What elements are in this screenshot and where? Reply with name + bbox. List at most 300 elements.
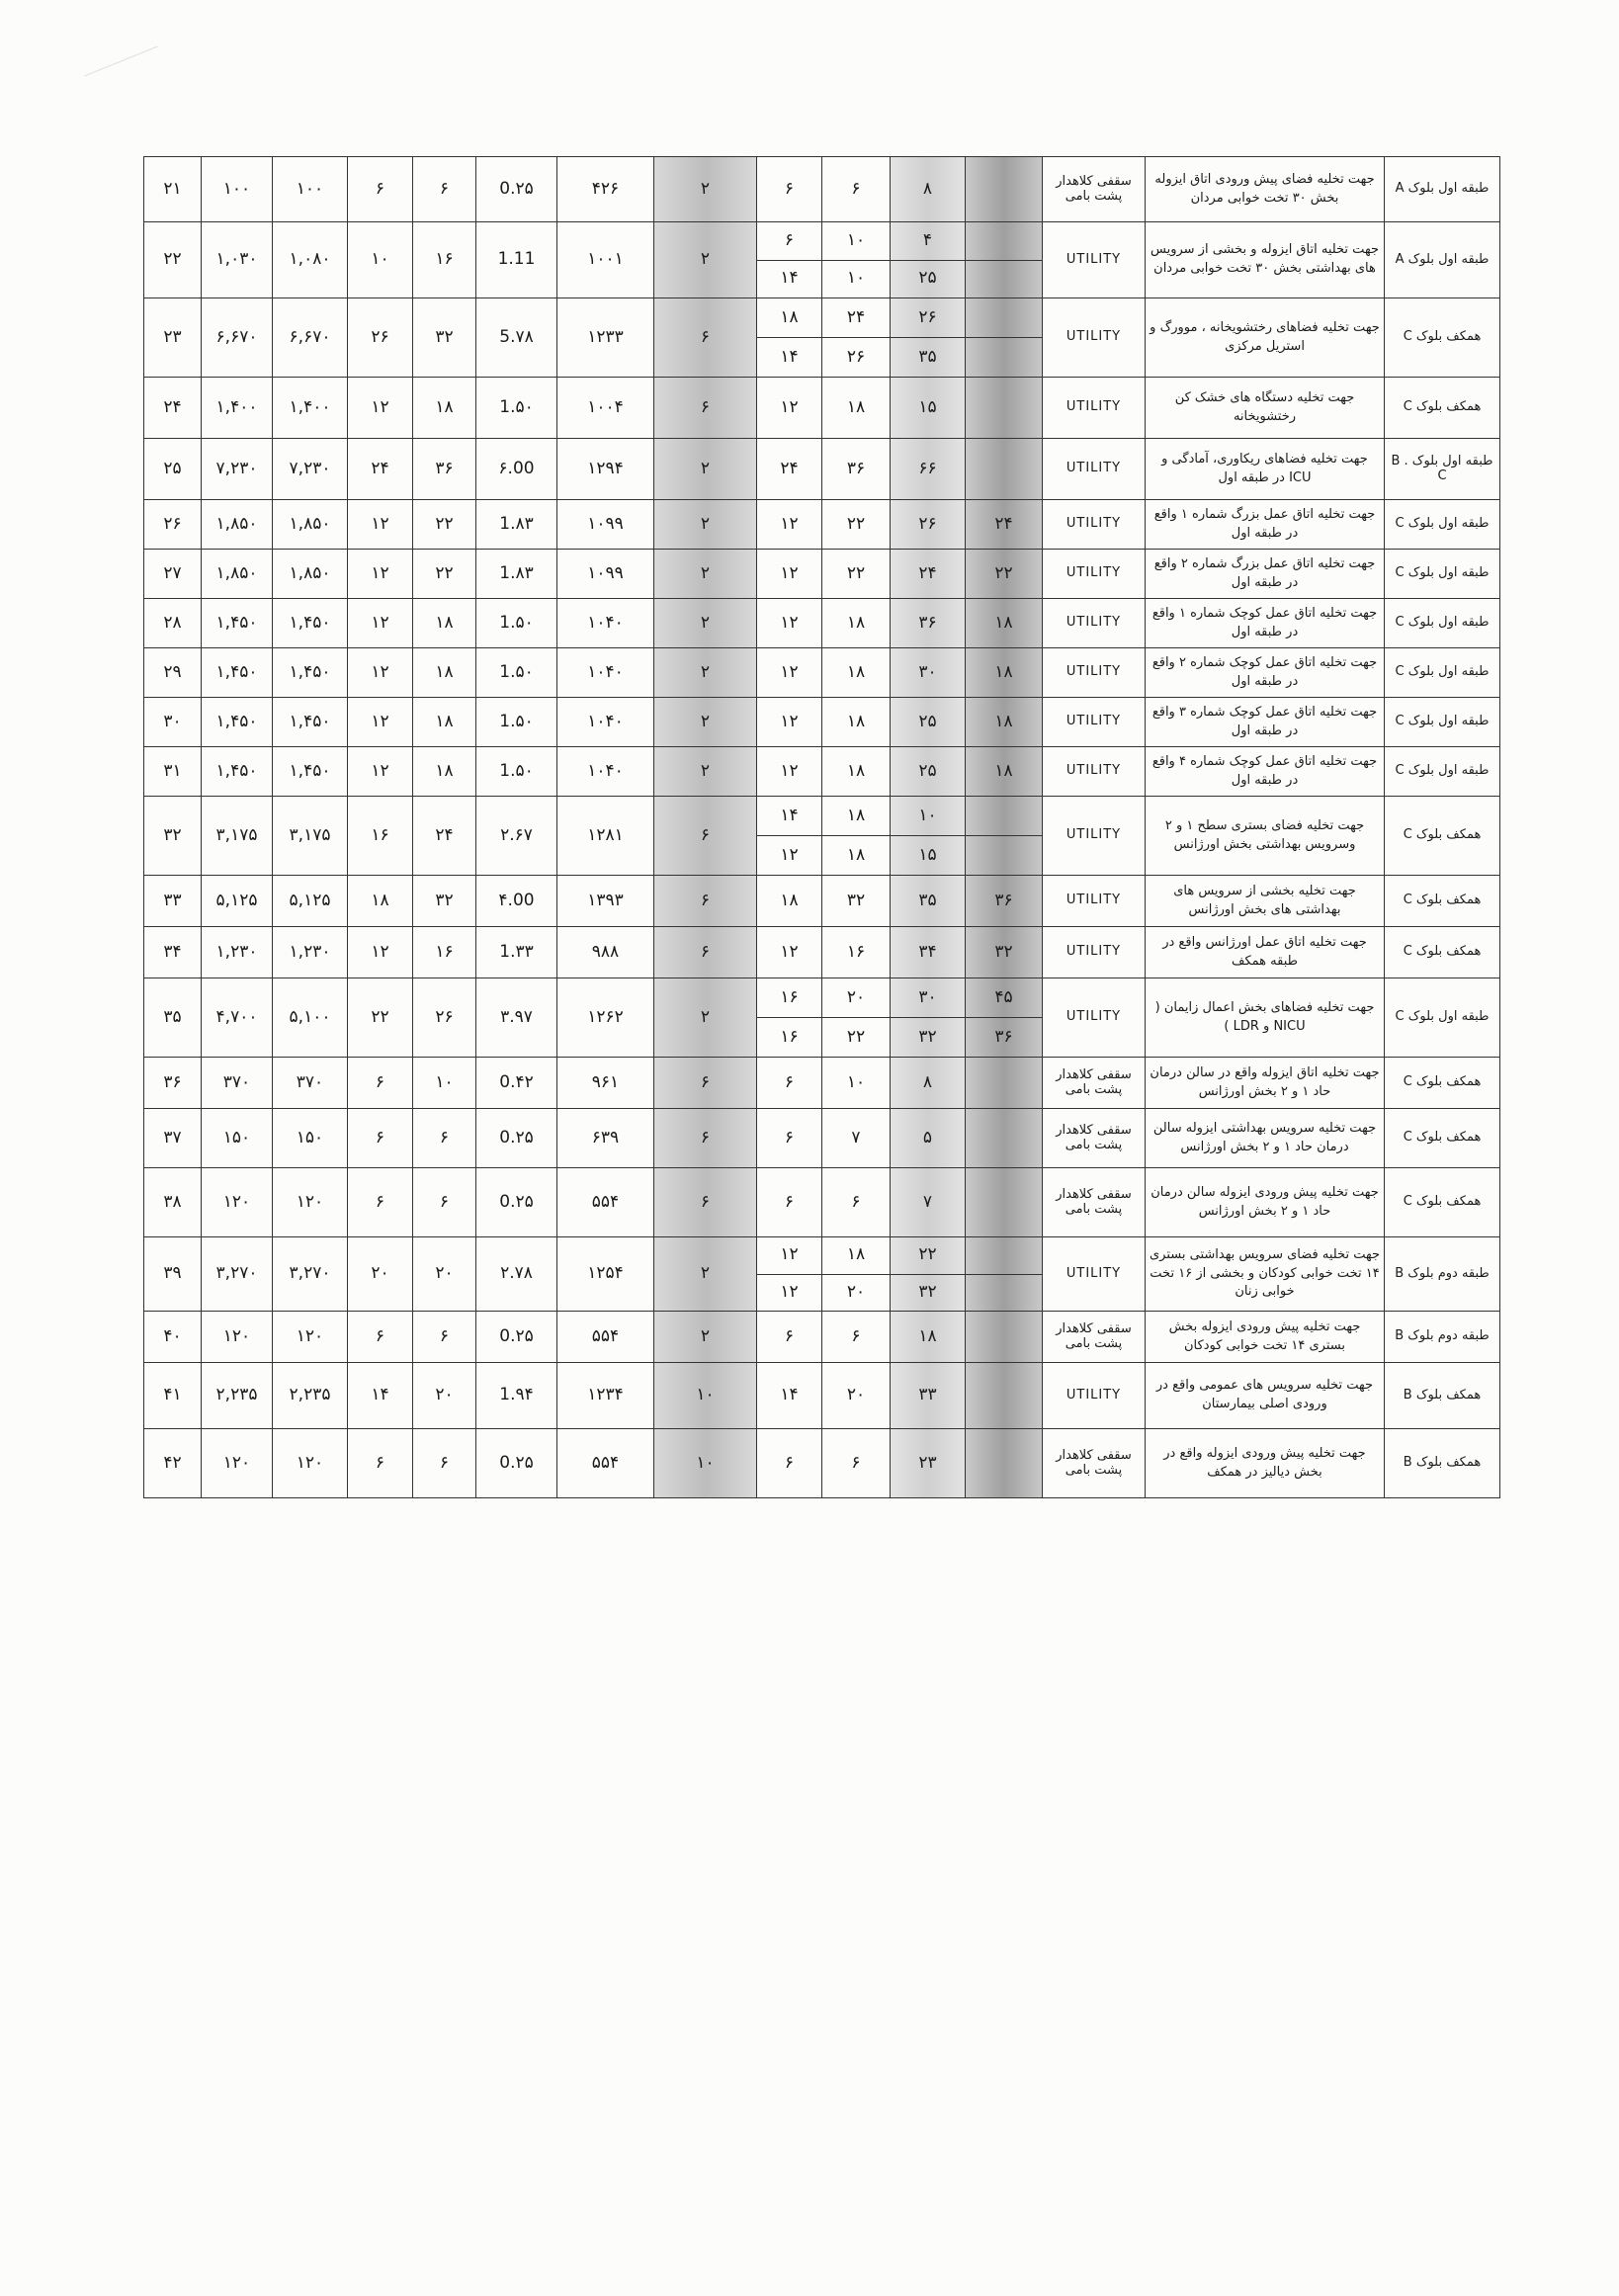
fan-type-cell: UTILITY — [1043, 378, 1146, 439]
sub-value-cell: ۱۶ — [757, 1018, 822, 1058]
sub-value-cell: ۱۰ — [822, 260, 891, 298]
sub-value-cell: ۲۲ — [822, 550, 891, 599]
value-cell: ۴,۷۰۰ — [202, 978, 273, 1058]
value-cell: ۱,۰۳۰ — [202, 222, 273, 298]
value-cell: 1.۵۰ — [476, 648, 557, 698]
value-cell: ۱۰۹۹ — [557, 500, 654, 550]
value-cell: ۶,۶۷۰ — [202, 298, 273, 378]
value-cell: ۲۶ — [348, 298, 413, 378]
sub-shaded-value-cell — [966, 1058, 1043, 1109]
sub-shaded-value-cell: ۳۶ — [966, 876, 1043, 927]
sub-shaded-value-cell: ۱۸ — [966, 648, 1043, 698]
sub-shaded-value-cell: ۵ — [891, 1109, 966, 1168]
shaded-value-cell: ۲ — [654, 978, 757, 1058]
value-cell: 0.۲۵ — [476, 1312, 557, 1363]
value-cell: ۱,۴۵۰ — [202, 648, 273, 698]
fan-type-cell: UTILITY — [1043, 648, 1146, 698]
sub-value-cell: ۱۰ — [822, 1058, 891, 1109]
shaded-value-cell: ۶ — [654, 876, 757, 927]
value-cell: ۱۲ — [348, 500, 413, 550]
row-number-cell: ۲۱ — [144, 157, 202, 222]
fan-type-cell: UTILITY — [1043, 698, 1146, 747]
table-row — [144, 1237, 1500, 1275]
value-cell: ۱۲۵۴ — [557, 1237, 654, 1312]
row-number-cell: ۳۵ — [144, 978, 202, 1058]
row-number-cell: ۳۹ — [144, 1237, 202, 1312]
row-number-cell: ۲۶ — [144, 500, 202, 550]
sub-value-cell: ۶ — [757, 222, 822, 261]
value-cell: ۱۰۴۰ — [557, 599, 654, 648]
sub-value-cell: ۱۴ — [757, 260, 822, 298]
sub-shaded-value-cell — [966, 797, 1043, 836]
location-cell: همکف بلوک B — [1385, 1429, 1500, 1498]
sub-shaded-value-cell: ۲۶ — [891, 500, 966, 550]
value-cell: ۱,۰۸۰ — [273, 222, 348, 298]
sub-shaded-value-cell: ۲۵ — [891, 747, 966, 797]
value-cell: ۶ — [348, 1109, 413, 1168]
value-cell: ۱,۸۵۰ — [202, 550, 273, 599]
shaded-value-cell: ۶ — [654, 1168, 757, 1237]
value-cell: ۱,۲۳۰ — [202, 927, 273, 978]
sub-shaded-value-cell: ۶۶ — [891, 439, 966, 500]
fan-type-cell: UTILITY — [1043, 1363, 1146, 1429]
value-cell: ۱۸ — [348, 876, 413, 927]
shaded-value-cell: ۲ — [654, 599, 757, 648]
sub-value-cell: ۱۸ — [822, 648, 891, 698]
value-cell: ۱۶ — [413, 222, 476, 298]
value-cell: 0.۲۵ — [476, 1429, 557, 1498]
value-cell: ۱,۴۰۰ — [202, 378, 273, 439]
sub-value-cell: ۲۰ — [822, 1274, 891, 1312]
description-cell: جهت تخلیه فضاهای بخش اعمال زایمان ( NICU و LDR ) — [1146, 978, 1385, 1058]
shaded-value-cell: ۲ — [654, 1237, 757, 1312]
row-number-cell: ۲۳ — [144, 298, 202, 378]
table-row — [144, 298, 1500, 338]
sub-shaded-value-cell: ۳۵ — [891, 338, 966, 378]
value-cell: ۳,۱۷۵ — [202, 797, 273, 876]
sub-value-cell: ۱۲ — [757, 500, 822, 550]
value-cell: ۶ — [413, 1312, 476, 1363]
fan-type-cell: سقفی کلاهدار پشت بامی — [1043, 1109, 1146, 1168]
shaded-value-cell: ۲ — [654, 500, 757, 550]
value-cell: ۱۰ — [413, 1058, 476, 1109]
description-cell: جهت تخلیه اتاق ایزوله و بخشی از سرویس های بهداشتی بخش ۳۰ تخت خوابی مردان — [1146, 222, 1385, 298]
table-row — [144, 500, 1500, 550]
sub-value-cell: ۱۸ — [822, 378, 891, 439]
sub-value-cell: ۱۸ — [757, 876, 822, 927]
sub-shaded-value-cell: ۴ — [891, 222, 966, 261]
location-cell: طبقه اول بلوک C — [1385, 500, 1500, 550]
value-cell: ۱,۴۵۰ — [202, 599, 273, 648]
value-cell: ۱۲۳۴ — [557, 1363, 654, 1429]
value-cell: ۱۰ — [348, 222, 413, 298]
value-cell: ۱۲۰ — [202, 1312, 273, 1363]
sub-value-cell: ۶ — [822, 1429, 891, 1498]
value-cell: ۱۸ — [413, 648, 476, 698]
fan-type-cell: UTILITY — [1043, 222, 1146, 298]
row-number-cell: ۲۹ — [144, 648, 202, 698]
sub-value-cell: ۱۲ — [757, 1274, 822, 1312]
sub-value-cell: ۱۶ — [822, 927, 891, 978]
sub-shaded-value-cell: ۳۰ — [891, 978, 966, 1018]
value-cell: ۱۲ — [348, 550, 413, 599]
sub-shaded-value-cell — [966, 1168, 1043, 1237]
shaded-value-cell: ۲ — [654, 157, 757, 222]
description-cell: جهت تخلیه فضای بستری سطح ۱ و ۲ وسرویس بهداشتی بخش اورژانس — [1146, 797, 1385, 876]
value-cell: ۱,۴۵۰ — [202, 747, 273, 797]
fan-type-cell: سقفی کلاهدار پشت بامی — [1043, 1429, 1146, 1498]
value-cell: ۶ — [413, 1109, 476, 1168]
value-cell: ۹۶۱ — [557, 1058, 654, 1109]
value-cell: ۱,۸۵۰ — [202, 500, 273, 550]
value-cell: ۱۰۰۱ — [557, 222, 654, 298]
value-cell: 1.۵۰ — [476, 378, 557, 439]
value-cell: ۵,۱۰۰ — [273, 978, 348, 1058]
fan-type-cell: UTILITY — [1043, 1237, 1146, 1312]
sub-shaded-value-cell: ۱۸ — [966, 599, 1043, 648]
value-cell: ۱۲۰ — [273, 1168, 348, 1237]
value-cell: ۷,۲۳۰ — [202, 439, 273, 500]
row-number-cell: ۳۷ — [144, 1109, 202, 1168]
table-row — [144, 978, 1500, 1018]
sub-shaded-value-cell: ۲۵ — [891, 698, 966, 747]
sub-value-cell: ۱۴ — [757, 338, 822, 378]
sub-value-cell: ۲۰ — [822, 978, 891, 1018]
sub-value-cell: ۳۶ — [822, 439, 891, 500]
value-cell: ۱۰۹۹ — [557, 550, 654, 599]
sub-shaded-value-cell — [966, 298, 1043, 338]
value-cell: ۲,۲۳۵ — [273, 1363, 348, 1429]
value-cell: ۱۲ — [348, 378, 413, 439]
sub-value-cell: ۱۲ — [757, 648, 822, 698]
sub-shaded-value-cell: ۱۵ — [891, 836, 966, 876]
value-cell: ۹۸۸ — [557, 927, 654, 978]
shaded-value-cell: ۲ — [654, 222, 757, 298]
value-cell: ۱۵۰ — [202, 1109, 273, 1168]
value-cell: ۲۲ — [348, 978, 413, 1058]
sub-shaded-value-cell — [966, 1109, 1043, 1168]
sub-shaded-value-cell: ۳۵ — [891, 876, 966, 927]
value-cell: 1.۵۰ — [476, 747, 557, 797]
table-row — [144, 1429, 1500, 1498]
sub-value-cell: ۱۲ — [757, 599, 822, 648]
location-cell: طبقه اول بلوک A — [1385, 222, 1500, 298]
sub-shaded-value-cell: ۴۵ — [966, 978, 1043, 1018]
sub-value-cell: ۶ — [822, 1168, 891, 1237]
location-cell: همکف بلوک C — [1385, 1168, 1500, 1237]
description-cell: جهت تخلیه اتاق عمل بزرگ شماره ۱ واقع در طبقه اول — [1146, 500, 1385, 550]
description-cell: جهت تخلیه اتاق عمل کوچک شماره ۳ واقع در طبقه اول — [1146, 698, 1385, 747]
shaded-value-cell: ۲ — [654, 439, 757, 500]
description-cell: جهت تخلیه فضاهای رختشویخانه ، موورگ و استریل مرکزی — [1146, 298, 1385, 378]
row-number-cell: ۴۲ — [144, 1429, 202, 1498]
sub-shaded-value-cell — [966, 836, 1043, 876]
value-cell: ۶,۶۷۰ — [273, 298, 348, 378]
value-cell: ۵۵۴ — [557, 1312, 654, 1363]
sub-shaded-value-cell — [966, 338, 1043, 378]
value-cell: 0.۴۲ — [476, 1058, 557, 1109]
table-row — [144, 550, 1500, 599]
sub-shaded-value-cell: ۲۵ — [891, 260, 966, 298]
scan-mark — [84, 46, 173, 114]
value-cell: ۳۲ — [413, 876, 476, 927]
shaded-value-cell: ۶ — [654, 1109, 757, 1168]
sub-value-cell: ۶ — [757, 1168, 822, 1237]
sub-value-cell: ۶ — [757, 1312, 822, 1363]
value-cell: ۳۶ — [413, 439, 476, 500]
sub-shaded-value-cell — [966, 1429, 1043, 1498]
shaded-value-cell: ۶ — [654, 378, 757, 439]
description-cell: جهت تخلیه فضای پیش ورودی اتاق ایزوله بخش ۳۰ تخت خوابی مردان — [1146, 157, 1385, 222]
value-cell: ۱,۴۵۰ — [202, 698, 273, 747]
fan-type-cell: UTILITY — [1043, 439, 1146, 500]
table-row — [144, 1109, 1500, 1168]
description-cell: جهت تخلیه اتاق ایزوله واقع در سالن درمان حاد ۱ و ۲ بخش اورژانس — [1146, 1058, 1385, 1109]
value-cell: ۵,۱۲۵ — [273, 876, 348, 927]
table-row — [144, 747, 1500, 797]
fan-type-cell: UTILITY — [1043, 500, 1146, 550]
value-cell: ۱۴ — [348, 1363, 413, 1429]
value-cell: 1.۵۰ — [476, 698, 557, 747]
value-cell: 1.۳۳ — [476, 927, 557, 978]
value-cell: ۱۲۹۴ — [557, 439, 654, 500]
value-cell: 0.۲۵ — [476, 157, 557, 222]
value-cell: ۲۲ — [413, 550, 476, 599]
sub-shaded-value-cell — [966, 222, 1043, 261]
shaded-value-cell: ۶ — [654, 797, 757, 876]
sub-shaded-value-cell — [966, 1312, 1043, 1363]
value-cell: ۲.۶۷ — [476, 797, 557, 876]
description-cell: جهت تخلیه اتاق عمل کوچک شماره ۱ واقع در طبقه اول — [1146, 599, 1385, 648]
value-cell: ۳۲ — [413, 298, 476, 378]
value-cell: ۶ — [348, 1429, 413, 1498]
row-number-cell: ۴۱ — [144, 1363, 202, 1429]
value-cell: ۱۲ — [348, 747, 413, 797]
table-row — [144, 157, 1500, 222]
value-cell: ۳۷۰ — [273, 1058, 348, 1109]
sub-value-cell: ۲۴ — [822, 298, 891, 338]
sub-shaded-value-cell — [966, 1237, 1043, 1275]
location-cell: طبقه اول بلوک C — [1385, 698, 1500, 747]
value-cell: ۲۴ — [348, 439, 413, 500]
value-cell: ۱۸ — [413, 378, 476, 439]
value-cell: ۱۰۴۰ — [557, 698, 654, 747]
value-cell: ۲۰ — [413, 1363, 476, 1429]
table-row — [144, 439, 1500, 500]
fan-type-cell: UTILITY — [1043, 550, 1146, 599]
row-number-cell: ۳۶ — [144, 1058, 202, 1109]
sub-value-cell: ۱۸ — [822, 599, 891, 648]
table-row — [144, 222, 1500, 261]
value-cell: 1.۸۳ — [476, 500, 557, 550]
value-cell: ۶ — [348, 157, 413, 222]
shaded-value-cell: ۶ — [654, 1058, 757, 1109]
location-cell: همکف بلوک C — [1385, 1109, 1500, 1168]
description-cell: جهت تخلیه پیش ورودی ایزوله سالن درمان حاد ۱ و ۲ بخش اورژانس — [1146, 1168, 1385, 1237]
shaded-value-cell: ۶ — [654, 298, 757, 378]
sub-value-cell: ۶ — [757, 1109, 822, 1168]
shaded-value-cell: ۲ — [654, 747, 757, 797]
value-cell: ۱۸ — [413, 599, 476, 648]
sub-value-cell: ۲۴ — [757, 439, 822, 500]
location-cell: همکف بلوک C — [1385, 876, 1500, 927]
value-cell: ۱۲۰ — [273, 1429, 348, 1498]
value-cell: ۱۳۹۳ — [557, 876, 654, 927]
sub-value-cell: ۱۲ — [757, 698, 822, 747]
table-row — [144, 797, 1500, 836]
sub-shaded-value-cell: ۱۸ — [891, 1312, 966, 1363]
sub-shaded-value-cell: ۸ — [891, 157, 966, 222]
sub-shaded-value-cell: ۷ — [891, 1168, 966, 1237]
value-cell: ۵,۱۲۵ — [202, 876, 273, 927]
value-cell: ۶۳۹ — [557, 1109, 654, 1168]
sub-shaded-value-cell: ۳۳ — [891, 1363, 966, 1429]
value-cell: ۱۰۰ — [273, 157, 348, 222]
description-cell: جهت تخلیه اتاق عمل بزرگ شماره ۲ واقع در طبقه اول — [1146, 550, 1385, 599]
value-cell: ۱,۴۰۰ — [273, 378, 348, 439]
fan-type-cell: UTILITY — [1043, 978, 1146, 1058]
sub-shaded-value-cell — [966, 1274, 1043, 1312]
description-cell: جهت تخلیه سرویس های عمومی واقع در ورودی اصلی بیمارستان — [1146, 1363, 1385, 1429]
table-row — [144, 1312, 1500, 1363]
value-cell: ۱۰۰۴ — [557, 378, 654, 439]
value-cell: ۲۲ — [413, 500, 476, 550]
value-cell: ۳.۹۷ — [476, 978, 557, 1058]
exhaust-schedule-table — [143, 156, 1500, 1498]
value-cell: ۱۸ — [413, 747, 476, 797]
fan-type-cell: سقفی کلاهدار پشت بامی — [1043, 1168, 1146, 1237]
location-cell: همکف بلوک C — [1385, 378, 1500, 439]
location-cell: همکف بلوک C — [1385, 797, 1500, 876]
sub-shaded-value-cell: ۸ — [891, 1058, 966, 1109]
location-cell: طبقه اول بلوک C — [1385, 978, 1500, 1058]
sub-value-cell: ۲۶ — [822, 338, 891, 378]
value-cell: 5.۷۸ — [476, 298, 557, 378]
sub-shaded-value-cell — [966, 439, 1043, 500]
sub-shaded-value-cell: ۱۵ — [891, 378, 966, 439]
value-cell: ۶ — [413, 1429, 476, 1498]
sub-value-cell: ۶ — [757, 157, 822, 222]
fan-type-cell: UTILITY — [1043, 599, 1146, 648]
value-cell: ۱,۸۵۰ — [273, 500, 348, 550]
table-row — [144, 698, 1500, 747]
table-row — [144, 1058, 1500, 1109]
sub-shaded-value-cell: ۱۸ — [966, 747, 1043, 797]
sub-value-cell: ۱۲ — [757, 1237, 822, 1275]
shaded-value-cell: ۲ — [654, 1312, 757, 1363]
shaded-value-cell: ۲ — [654, 550, 757, 599]
value-cell: ۱۸ — [413, 698, 476, 747]
table-row — [144, 1363, 1500, 1429]
location-cell: طبقه اول بلوک B . C — [1385, 439, 1500, 500]
description-cell: جهت تخلیه پیش ورودی ایزوله بخش بستری ۱۴ تخت خوابی کودکان — [1146, 1312, 1385, 1363]
value-cell: ۱,۲۳۰ — [273, 927, 348, 978]
description-cell: جهت تخلیه اتاق عمل کوچک شماره ۲ واقع در طبقه اول — [1146, 648, 1385, 698]
value-cell: ۴.00 — [476, 876, 557, 927]
value-cell: ۱۲ — [348, 927, 413, 978]
value-cell: ۶ — [413, 1168, 476, 1237]
value-cell: ۱۶ — [348, 797, 413, 876]
sub-value-cell: ۷ — [822, 1109, 891, 1168]
fan-type-cell: سقفی کلاهدار پشت بامی — [1043, 157, 1146, 222]
value-cell: ۱۲ — [348, 599, 413, 648]
value-cell: ۱۵۰ — [273, 1109, 348, 1168]
location-cell: طبقه اول بلوک C — [1385, 648, 1500, 698]
value-cell: ۶ — [348, 1058, 413, 1109]
sub-value-cell: ۲۰ — [822, 1363, 891, 1429]
sub-shaded-value-cell: ۳۶ — [891, 599, 966, 648]
value-cell: ۲۰ — [348, 1237, 413, 1312]
sub-shaded-value-cell: ۲۴ — [966, 500, 1043, 550]
fan-type-cell: سقفی کلاهدار پشت بامی — [1043, 1312, 1146, 1363]
description-cell: جهت تخلیه اتاق عمل کوچک شماره ۴ واقع در طبقه اول — [1146, 747, 1385, 797]
sub-value-cell: ۲۲ — [822, 1018, 891, 1058]
sub-value-cell: ۱۲ — [757, 378, 822, 439]
value-cell: ۳,۲۷۰ — [202, 1237, 273, 1312]
value-cell: ۲,۲۳۵ — [202, 1363, 273, 1429]
table-row — [144, 876, 1500, 927]
sub-value-cell: ۱۶ — [757, 978, 822, 1018]
sub-shaded-value-cell: ۲۳ — [891, 1429, 966, 1498]
sub-value-cell: ۱۸ — [822, 836, 891, 876]
shaded-value-cell: ۱۰ — [654, 1363, 757, 1429]
value-cell: ۵۵۴ — [557, 1168, 654, 1237]
location-cell: طبقه دوم بلوک B — [1385, 1237, 1500, 1312]
sub-value-cell: ۱۸ — [757, 298, 822, 338]
sub-value-cell: ۱۴ — [757, 1363, 822, 1429]
location-cell: طبقه اول بلوک C — [1385, 550, 1500, 599]
row-number-cell: ۳۴ — [144, 927, 202, 978]
sub-value-cell: ۱۸ — [822, 747, 891, 797]
sub-value-cell: ۱۲ — [757, 836, 822, 876]
value-cell: ۷,۲۳۰ — [273, 439, 348, 500]
location-cell: طبقه اول بلوک A — [1385, 157, 1500, 222]
location-cell: همکف بلوک C — [1385, 1058, 1500, 1109]
row-number-cell: ۴۰ — [144, 1312, 202, 1363]
value-cell: ۶.00 — [476, 439, 557, 500]
description-cell: جهت تخلیه بخشی از سرویس های بهداشتی های بخش اورژانس — [1146, 876, 1385, 927]
sub-shaded-value-cell: ۱۰ — [891, 797, 966, 836]
shaded-value-cell: ۶ — [654, 927, 757, 978]
sub-shaded-value-cell: ۲۶ — [891, 298, 966, 338]
description-cell: جهت تخلیه فضای سرویس بهداشتی بستری ۱۴ تخت خوابی کودکان و بخشی از ۱۶ تخت خوابی زنان — [1146, 1237, 1385, 1312]
value-cell: 1.۹۴ — [476, 1363, 557, 1429]
sub-shaded-value-cell: ۳۶ — [966, 1018, 1043, 1058]
sub-value-cell: ۲۲ — [822, 500, 891, 550]
fan-type-cell: UTILITY — [1043, 797, 1146, 876]
table-row — [144, 648, 1500, 698]
row-number-cell: ۳۰ — [144, 698, 202, 747]
row-number-cell: ۳۳ — [144, 876, 202, 927]
sub-value-cell: ۶ — [822, 157, 891, 222]
sub-shaded-value-cell — [966, 1363, 1043, 1429]
description-cell: جهت تخلیه اتاق عمل اورژانس واقع در طبقه همکف — [1146, 927, 1385, 978]
value-cell: ۱۰۴۰ — [557, 648, 654, 698]
value-cell: ۳,۱۷۵ — [273, 797, 348, 876]
fan-type-cell: UTILITY — [1043, 298, 1146, 378]
value-cell: ۲۶ — [413, 978, 476, 1058]
description-cell: جهت تخلیه فضاهای ریکاوری، آمادگی و ICU در طبقه اول — [1146, 439, 1385, 500]
value-cell: ۱۶ — [413, 927, 476, 978]
value-cell: ۱,۴۵۰ — [273, 599, 348, 648]
sub-shaded-value-cell — [966, 260, 1043, 298]
value-cell: ۱۲۶۲ — [557, 978, 654, 1058]
sub-value-cell: ۱۲ — [757, 927, 822, 978]
sub-shaded-value-cell: ۳۲ — [891, 1274, 966, 1312]
row-number-cell: ۲۸ — [144, 599, 202, 648]
shaded-value-cell: ۲ — [654, 648, 757, 698]
value-cell: 1.۸۳ — [476, 550, 557, 599]
